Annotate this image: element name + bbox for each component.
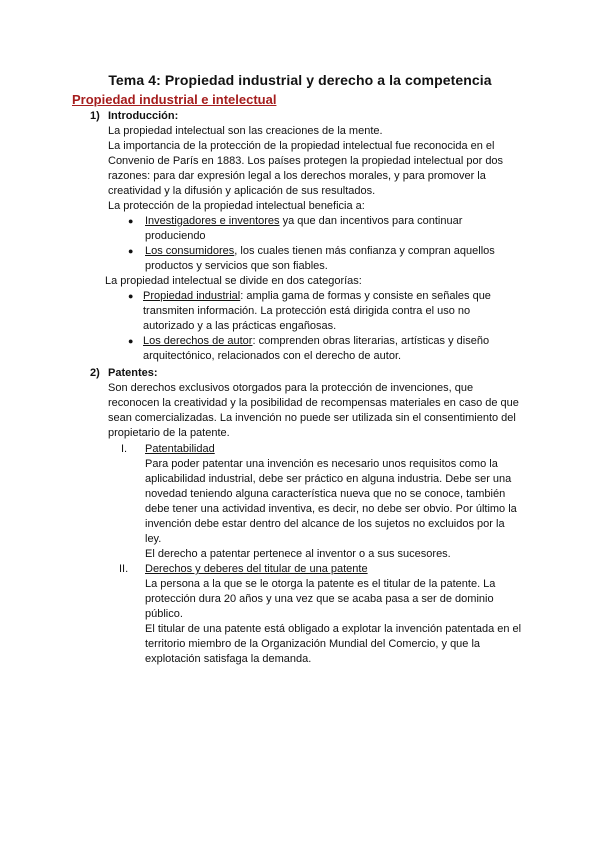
underlined-term: Los consumidores — [145, 245, 235, 257]
patentes-paragraph — [108, 381, 519, 441]
bullet-text: ya que dan incentivos para continuar — [279, 215, 463, 227]
text-line: razones: para dar expresión legal a los derechos morales, y para promover la — [108, 170, 486, 182]
bullet-item-investigadores — [145, 214, 462, 229]
text-line: Convenio de París en 1883. Los países protegen la propiedad intelectual por dos — [108, 155, 504, 167]
text-line: transmiten información. La protección está dirigida contra el uso no — [143, 305, 471, 317]
underlined-term: Los derechos de autor — [143, 335, 253, 347]
document-title: Tema 4: Propiedad industrial y derecho a la competencia — [108, 72, 492, 88]
derechos-deberes-text — [145, 577, 521, 667]
text-line: El titular de una patente está obligado a explotar la invención patentada en el — [145, 623, 522, 635]
text-line: ley. — [145, 533, 162, 545]
text-line: Para poder patentar una invención es necesario unos requisitos como la — [145, 458, 498, 470]
item-number-1: 1) — [90, 110, 100, 122]
bullet-item-consumidores — [145, 244, 495, 259]
bullet-icon: ● — [128, 216, 134, 226]
text-line: propietario de la patente. — [108, 427, 230, 439]
text-line: Son derechos exclusivos otorgados para la protección de invenciones, que — [108, 382, 474, 394]
text-line: protección dura 20 años y una vez que se acaba pasa a ser de dominio — [145, 593, 494, 605]
text-line: debe tener una actividad inventiva, es decir, no debe ser obvio. Por último la — [145, 503, 517, 515]
text-line: La importancia de la protección de la propiedad intelectual fue reconocida en el — [108, 140, 495, 152]
text-line: territorio miembro de la Organización Mundial del Comercio, y que la — [145, 638, 481, 650]
intro-paragraph-2 — [108, 139, 503, 199]
text-line: El derecho a patentar pertenece al inventor o a sus sucesores. — [145, 548, 451, 560]
bullet-item-propiedad-industrial — [143, 289, 491, 304]
text-line: invención debe estar dentro del alcance de los sujetos no excluidos por la — [145, 518, 505, 530]
bullet-icon: ● — [128, 336, 134, 346]
intro-paragraph-4: La propiedad intelectual se divide en dos categorías: — [105, 275, 362, 287]
item-number-2: 2) — [90, 367, 100, 379]
bullet-continuation: productos y servicios que son fiables. — [145, 260, 328, 272]
bullet-text: , los cuales tienen más confianza y compran aquellos — [234, 245, 495, 257]
bullet-continuation: produciendo — [145, 230, 206, 242]
bullet-text: : comprenden obras literarias, artísticas y diseño — [252, 335, 490, 347]
patentabilidad-heading: Patentabilidad — [145, 443, 215, 455]
text-line: La persona a la que se le otorga la patente es el titular de la patente. La — [145, 578, 496, 590]
text-line: creatividad y la difusión y aplicación de sus resultados. — [108, 185, 376, 197]
bullet-icon: ● — [128, 291, 134, 301]
underlined-term: Propiedad industrial — [143, 290, 241, 302]
text-line: aplicabilidad industrial, debe ser práctico en alguna industria. Debe ser una — [145, 473, 512, 485]
subitem-number-2: II. — [119, 563, 129, 575]
bullet-icon: ● — [128, 246, 134, 256]
subitem-number-1: I. — [121, 443, 128, 455]
underlined-term: Investigadores e inventores — [145, 215, 280, 227]
patentes-heading: Patentes: — [108, 367, 158, 379]
bullet-item-derechos-autor — [143, 334, 489, 349]
bullet-continuation: arquitectónico, relacionados con el derecho de autor. — [143, 350, 402, 362]
section-heading: Propiedad industrial e intelectual — [72, 92, 277, 107]
derechos-deberes-heading: Derechos y deberes del titular de una patente — [145, 563, 368, 575]
text-line: reconocen la creatividad y la posibilidad de recompensas materiales en caso de que — [108, 397, 519, 409]
text-line: explotación satisfaga la demanda. — [145, 653, 312, 665]
intro-paragraph-3: La protección de la propiedad intelectual beneficia a: — [108, 200, 365, 212]
text-line: sean comercializadas. La invención no puede ser utilizada sin el consentimiento del — [108, 412, 516, 424]
text-line: novedad teniendo alguna característica nueva que no se conoce, también — [145, 488, 506, 500]
patentabilidad-text — [145, 457, 517, 562]
intro-heading: Introducción: — [108, 110, 179, 122]
text-line: público. — [145, 608, 183, 620]
bullet-continuation — [143, 304, 470, 334]
text-line: autorizado y a las prácticas engañosas. — [143, 320, 337, 332]
bullet-text: : amplia gama de formas y consiste en señales que — [240, 290, 491, 302]
intro-paragraph-1: La propiedad intelectual son las creaciones de la mente. — [108, 125, 383, 137]
